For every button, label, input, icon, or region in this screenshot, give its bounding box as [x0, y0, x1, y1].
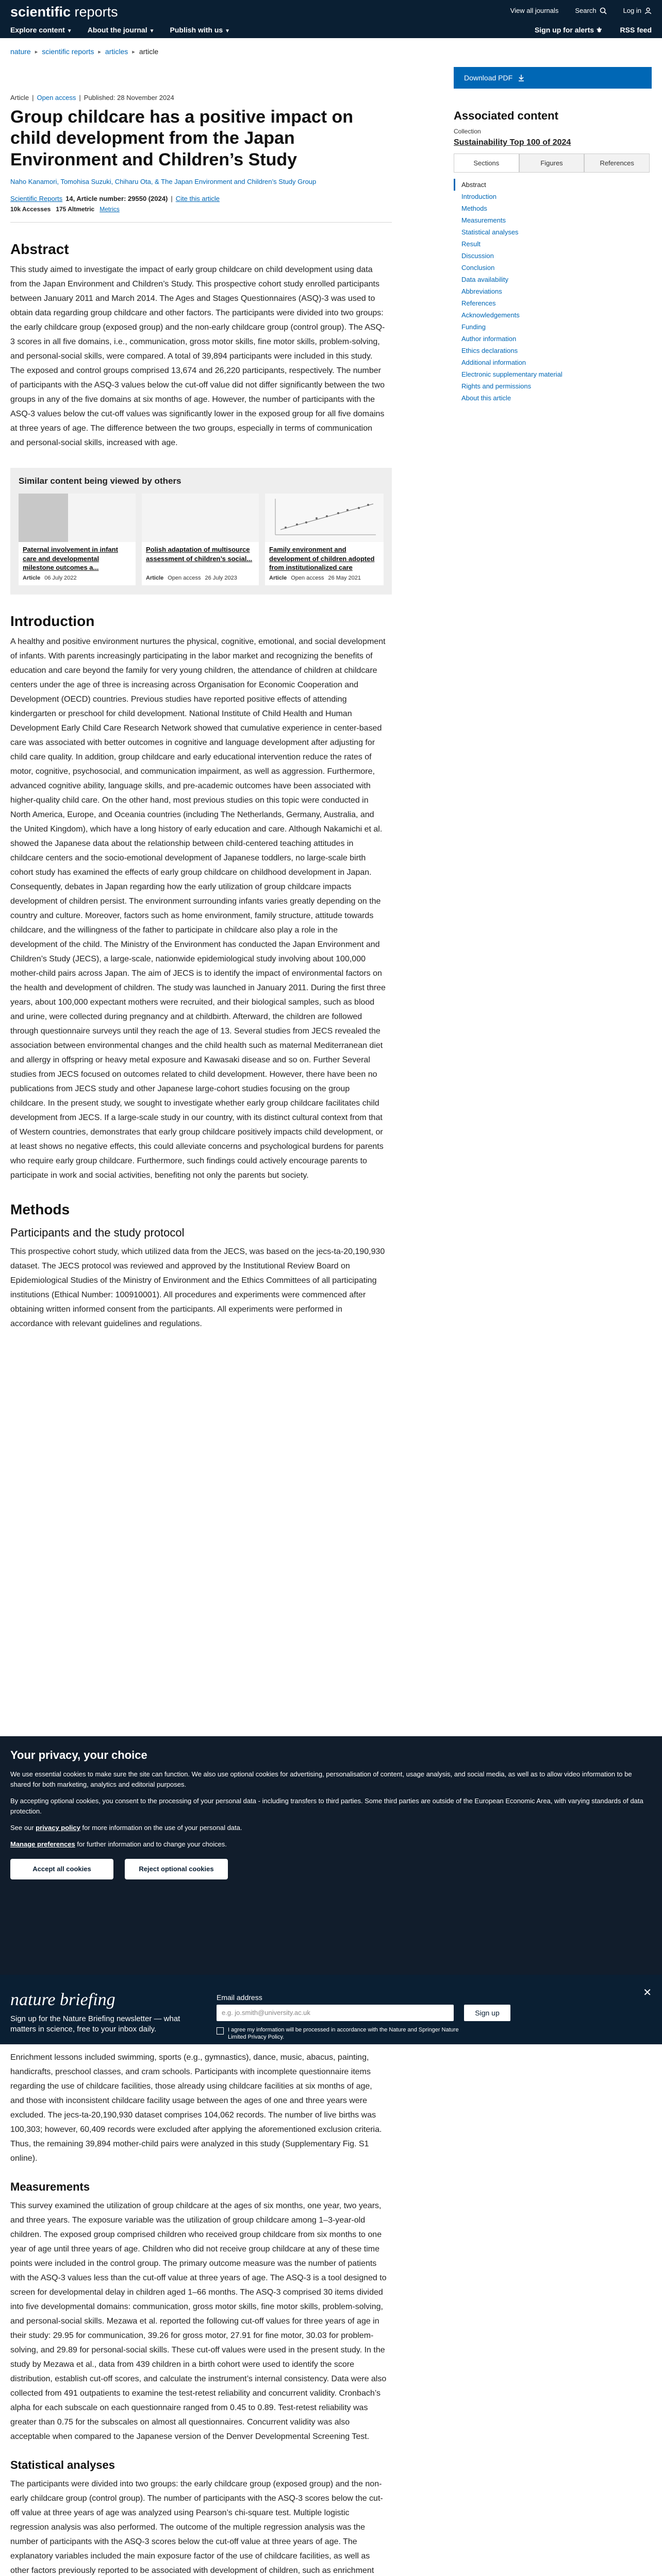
cookie-text-2: By accepting optional cookies, you consent to the processing of your personal data - including transfers to third parties. Some third parties are outside of the European Economic Area, with varying standards of data protection. [10, 1797, 643, 1815]
toc-item[interactable]: Measurements [461, 216, 506, 224]
tab-figures[interactable]: Figures [519, 154, 585, 172]
reject-optional-cookies-button[interactable]: Reject optional cookies [125, 1859, 228, 1879]
chevron-right-icon: ▸ [35, 48, 38, 55]
tab-references[interactable]: References [584, 154, 650, 172]
similar-card[interactable] [142, 494, 259, 585]
measurements-text: This survey examined the utilization of group childcare at the ages of six months, one year, two years, and three years. The exposure variable was the utilization of group childcare among 1–3-year-old children. The exposed group comprised children who received group childcare from six months to one year of age until three years of age. Children who did not receive group childcare at any of these time points were included in the control group. The primary outcome measure was the number of patients with the ASQ-3 values less than the cut-off value at three years of age. The ASQ-3 is a tool designed to screen for developmental delay in children aged 1–66 months. The ASQ-3 comprised 30 items divided into five developmental domains: communication, gross motor skills, fine motor skills, problem-solving, and personal-social skills. Mezawa et al. reported the following cut-off values for three years of age in their study: 29.95 for communication, 39.26 for gross motor, 27.91 for fine motor, 30.03 for problem-solving, and 29.89 for personal-social skills. These cut-off values were used in the present study. In the study by Mezawa et al., data from 439 children in a birth cohort were used to identify the score distribution, establish cut-off scores, and calculate the instrument’s internal consistency. Data were also collected from 491 outpatients to examine the test-retest reliability and concurrent validity. Cronbach’s alpha for each subscale on each questionnaire ranged from 0.45 to 0.89. Test-retest reliability was greater than 0.75 for the subscales on almost all questionnaires. Concurrent validity was also acceptable when compared to the Japanese version of the Denver Developmental Screening Test. [10, 2201, 387, 2441]
view-all-journals-link[interactable]: View all journals [510, 7, 559, 14]
collection-link[interactable]: Sustainability Top 100 of 2024 [454, 138, 571, 147]
toc-item[interactable]: Ethics declarations [461, 347, 518, 354]
participants-text: This prospective cohort study, which utilized data from the JECS, was based on the jecs-ta-20,190,930 dataset. The JECS protocol was reviewed and approved by the Institutional Review Board on Epidemiological Studies of the Ministry of Environment and the Ethics Committees of all participating institutions (Ethical Number: 100910001). All procedures and experiments were commenced after obtaining written informed consent from the participants. All experiments were performed in accordance with relevant guidelines and regulations. [10, 1247, 385, 1329]
toc-item[interactable]: Abstract [454, 179, 650, 191]
article-body-continued [10, 2050, 402, 2576]
nav-publish-with-us[interactable]: Publish with us ▼ [170, 26, 230, 34]
article-metrics [10, 206, 402, 213]
close-icon[interactable]: ✕ [643, 1987, 652, 1998]
briefing-description: Sign up for the Nature Briefing newsletter — what matters in science, free to your inbox daily. [10, 2014, 180, 2033]
cookie-text-1: We use essential cookies to make sure the site can function. We also use optional cookies for advertising, personalisation of content, usage analysis, and social media, as well as to allow video information to be shared for both marketing, analytics and editorial purposes. [10, 1770, 632, 1788]
article-title: Group childcare has a positive impact on child development from the Japan Environment and Children’s Study [10, 107, 354, 170]
site-header [0, 0, 662, 38]
sidebar-tabs [454, 154, 650, 173]
chevron-down-icon: ▼ [149, 28, 155, 34]
toc-item[interactable]: Methods [461, 205, 487, 212]
citation-line: Scientific Reports 14, Article number: 29550 (2024) | Cite this article [10, 195, 220, 203]
consent-checkbox[interactable] [217, 2027, 224, 2035]
toc-item[interactable]: References [461, 299, 496, 307]
breadcrumb-articles[interactable]: articles [105, 47, 128, 56]
introduction-text: A healthy and positive environment nurtures the physical, cognitive, emotional, and social development of infants. With parents increasingly participating in the labor market and recognizing the benefits of education and care beyond the family for very young children, the attendance of children at childcare centers under the age of three is increasing across Organisation for Economic Cooperation and Development (OECD) countries. Previous studies have reported positive effects of attending kindergarten or preschool for child development. National Institute of Child Health and Human Development Early Child Care Research Network showed that cumulative experience in center-based care was associated with better outcomes in cognitive and language development after adjusting for child care quality. In addition, group childcare and early educational intervention reduce the rates of motor, cognitive, psychosocial, and communication impairment, as well as aggression. Furthermore, advanced cognitive ability, language skills, and pre-academic outcomes have been associated with higher-quality child care. On the other hand, most previous studies on this topic were conducted in North America, Europe, and Oceania countries (including The Netherlands, Germany, Australia, and the United Kingdom), which have a long history of early education and care. Although Nakamichi et al. showed the Japanese data about the relationship between child-centered teaching attitudes in childcare centers and the socio-emotional development of Japanese toddlers, no large-scale birth cohort study has examined the effects of early group childcare on childhood development in Japan. Consequently, debates in Japan regarding how the early utilization of group childcare impacts development of children persist. The environment surrounding infants varies greatly depending on the country and culture. Moreover, factors such as home environment, family structure, attitude towards childcare, and the willingness of the father to participate in childcare also play a role in the development of the child. The Ministry of the Environment has conducted the Japan Environment and Children’s Study (JECS), a large-scale, nationwide epidemiological study involving about 100,000 mother-child pairs across Japan. The aim of JECS is to identify the impact of environmental factors on the health and development of children. The study was launched in January 2011. During the first three years, about 100,000 expectant mothers were recruited, and their biological samples, such as blood and urine, were collected during pregnancy and at childbirth. Afterward, the children are followed through questionnaire surveys until they reach the age of 13. Several studies from JECS revealed the association between environmental changes and the child health such as maternal Mediterranean diet and allergy in offspring or heavy metal exposure and Kawasaki disease and so on. Further Several studies from JECS focused on outcomes related to child development. However, there have been no publications from JECS study and other Japanese large-cohort studies focusing on the group childcare. In the present study, we sought to investigate whether early group childcare facilitates child development from JECS. If a large-scale study in our country, with its distinct cultural context from that of Western countries, demonstrates that early group childcare positively impacts child development, or at least shows no negative effects, this could alleviate concerns and psychological burdens for parents who require early group childcare. Furthermore, such findings could actively encourage parents to participate in work and social activities, benefiting not only the parents but society. [10, 637, 386, 1180]
toc-item[interactable]: Rights and permissions [461, 382, 532, 390]
article-type: Article [10, 94, 29, 101]
toc-item[interactable]: Abbreviations [461, 287, 502, 295]
statistical-analyses-heading: Statistical analyses [10, 2459, 115, 2471]
breadcrumb-journal[interactable]: scientific reports [42, 47, 94, 56]
newsletter-banner [0, 1975, 662, 2044]
divider [10, 222, 392, 223]
search-button[interactable]: Search [575, 7, 606, 14]
similar-card-meta: Article 06 July 2022 [23, 575, 77, 582]
similar-card[interactable] [265, 494, 384, 585]
toc-item[interactable]: Additional information [461, 359, 526, 366]
chevron-down-icon: ▼ [67, 28, 72, 34]
site-logo[interactable]: scientific reports [10, 4, 118, 20]
figure-thumbnail [19, 494, 68, 542]
abstract-text: This study aimed to investigate the impact of early group childcare on child development using data from the Japan Environment and Children’s Study. This prospective cohort study enrolled participants between January 2011 and March 2014. The Ages and Stages Questionnaires (ASQ)-3 was used to obtain data regarding group childcare and other factors. The participants were divided into two groups: the early childcare group (exposed group) and the non-early childcare group (control group). The ASQ-3 scores in all five domains, i.e., communication, gross motor skills, fine motor skills, problem-solving, and personal-social skills, were compared. A total of 39,894 participants were included in this study. The exposed and control groups comprised 13,674 and 26,220 participants, respectively. The number of participants with the ASQ-3 values below the cut-off value did not differ significantly between the two groups in any of the five domains at six months of age. However, the number of participants with the ASQ-3 values below the cut-off values was significantly lower in the exposed group for all five domains at three years of age. The difference between the two groups, especially in terms of communication and personal-social skills, increased with age. [10, 265, 385, 448]
toc-item[interactable]: Introduction [461, 193, 496, 200]
search-icon [600, 7, 607, 14]
cookie-consent-banner [0, 1736, 662, 1975]
cite-link[interactable]: Cite this article [175, 195, 220, 203]
participants-heading: Participants and the study protocol [10, 1226, 185, 1240]
consent-row [217, 2026, 474, 2041]
card-thumbnail [265, 494, 384, 542]
published-date: Published: 28 November 2024 [84, 94, 174, 101]
briefing-logo: nature briefing [10, 1990, 115, 2009]
article-body [10, 67, 402, 1331]
open-access-badge[interactable]: Open access [37, 94, 76, 101]
consent-text: I agree my information will be processed in accordance with the Nature and Springer Nature Limited Privacy Policy. [228, 2027, 459, 2040]
toc-item[interactable]: About this article [461, 394, 511, 402]
measurements-heading: Measurements [10, 2180, 90, 2193]
cookie-title: Your privacy, your choice [10, 1749, 147, 1761]
email-input[interactable]: e.g. jo.smith@university.ac.uk [217, 2005, 454, 2021]
toc-item[interactable]: Author information [461, 335, 517, 343]
similar-content-title: Similar content being viewed by others [19, 476, 181, 486]
similar-card-title[interactable]: Family environment and development of children adopted from institutionalized care [269, 546, 375, 572]
toc-item[interactable]: Statistical analyses [461, 228, 519, 236]
toc-item[interactable]: Discussion [461, 252, 494, 260]
altmetric-count: 175 Altmetric [56, 206, 95, 213]
abstract-heading: Abstract [10, 241, 69, 258]
toc-item[interactable]: Funding [461, 323, 486, 331]
collection-label: Collection [454, 128, 481, 135]
similar-content-panel [10, 468, 392, 595]
bell-icon: ⚜ [595, 26, 603, 34]
sign-up-alerts-link[interactable]: Sign up for alerts ⚜ [534, 26, 603, 34]
breadcrumb-current: article [139, 47, 159, 56]
sign-up-button[interactable]: Sign up [464, 2005, 510, 2021]
chevron-right-icon: ▸ [98, 48, 101, 55]
nav-about-journal[interactable]: About the journal ▼ [87, 26, 155, 34]
participants-text-continued: Enrichment lessons included swimming, sports (e.g., gymnastics), dance, music, abacus, painting, handicrafts, preschool classes, and cram schools. Participants with incomplete questionnaire items regarding the use of childcare facilities, those already using childcare facilities at six months of age, and those with inconsistent childcare facility usage between the ages of one and three years were excluded. The jecs-ta-20,190,930 dataset comprises 104,062 records. The number of live births was 100,303; however, 60,409 records were excluded after applying the aforementioned exclusion criteria. Thus, the remaining 39,894 mother-child pairs were analyzed in this study (Supplementary Fig. S1 online). [10, 2053, 382, 2163]
associated-content-title: Associated content [454, 109, 558, 122]
similar-card-meta: Article Open access 26 July 2023 [146, 575, 237, 582]
privacy-policy-link[interactable]: privacy policy [36, 1824, 80, 1832]
accept-all-cookies-button[interactable]: Accept all cookies [10, 1859, 113, 1879]
download-icon [518, 74, 525, 81]
breadcrumb [10, 47, 158, 56]
accesses-count: 10k Accesses [10, 206, 51, 213]
download-pdf-button[interactable]: Download PDF [454, 67, 652, 89]
toc-item[interactable]: Conclusion [461, 264, 495, 272]
volume-info: 14, Article number: 29550 (2024) [65, 195, 168, 203]
card-thumbnail [142, 494, 259, 542]
breadcrumb-nature[interactable]: nature [10, 47, 31, 56]
toc-item[interactable]: Result [461, 240, 481, 248]
chevron-right-icon: ▸ [132, 48, 135, 55]
article-meta: Article | Open access | Published: 28 November 2024 [10, 94, 174, 101]
table-of-contents [454, 179, 650, 404]
toc-item[interactable]: Acknowledgements [461, 311, 520, 319]
similar-card[interactable] [19, 494, 136, 585]
manage-preferences-link[interactable]: Manage preferences [10, 1840, 75, 1848]
similar-card-title[interactable]: Polish adaptation of multisource assessment of children’s social... [146, 546, 253, 563]
methods-heading: Methods [10, 1201, 70, 1218]
user-icon [644, 7, 652, 14]
introduction-heading: Introduction [10, 613, 95, 630]
similar-card-title[interactable]: Paternal involvement in infant care and developmental milestone outcomes a... [23, 546, 118, 572]
scatter-thumbnail [265, 494, 384, 542]
similar-card-meta: Article Open access 26 May 2021 [269, 575, 361, 582]
rss-feed-link[interactable]: RSS feed [620, 26, 652, 34]
author-list[interactable]: Naho Kanamori, Tomohisa Suzuki, Chiharu Ota, & The Japan Environment and Children’s Study Group [10, 178, 317, 186]
statistical-analyses-text: The participants were divided into two groups: the early childcare group (exposed group) and the non-early childcare group (control group). The number of participants with the ASQ-3 scores below the cut-off value at three years of age was analyzed using Pearson’s chi-square test. Multiple logistic regression analysis was also performed. The outcome of the multiple regression analysis was the number of participants with the ASQ-3 scores below the cut-off value at three years of age. The explanatory variables included the main exposure factor of the use of childcare facilities, as well as other factors previously reported to be associated with development of children, such as enrichment [10, 2480, 383, 2575]
toc-item[interactable]: Data availability [461, 276, 509, 283]
cookie-text-4: Manage preferences for further information and to change your choices. [10, 1840, 227, 1848]
cookie-text-3: See our privacy policy for more information on the use of your personal data. [10, 1824, 242, 1832]
metrics-link[interactable]: Metrics [100, 206, 120, 213]
tab-sections[interactable]: Sections [454, 154, 519, 172]
toc-item[interactable]: Electronic supplementary material [461, 370, 562, 378]
chevron-down-icon: ▼ [225, 28, 230, 34]
nav-explore-content[interactable]: Explore content ▼ [10, 26, 72, 34]
email-label: Email address [217, 1993, 262, 2002]
log-in-button[interactable]: Log in [623, 7, 652, 14]
card-thumbnail [19, 494, 136, 542]
sidebar [454, 67, 650, 404]
journal-link[interactable]: Scientific Reports [10, 195, 63, 203]
